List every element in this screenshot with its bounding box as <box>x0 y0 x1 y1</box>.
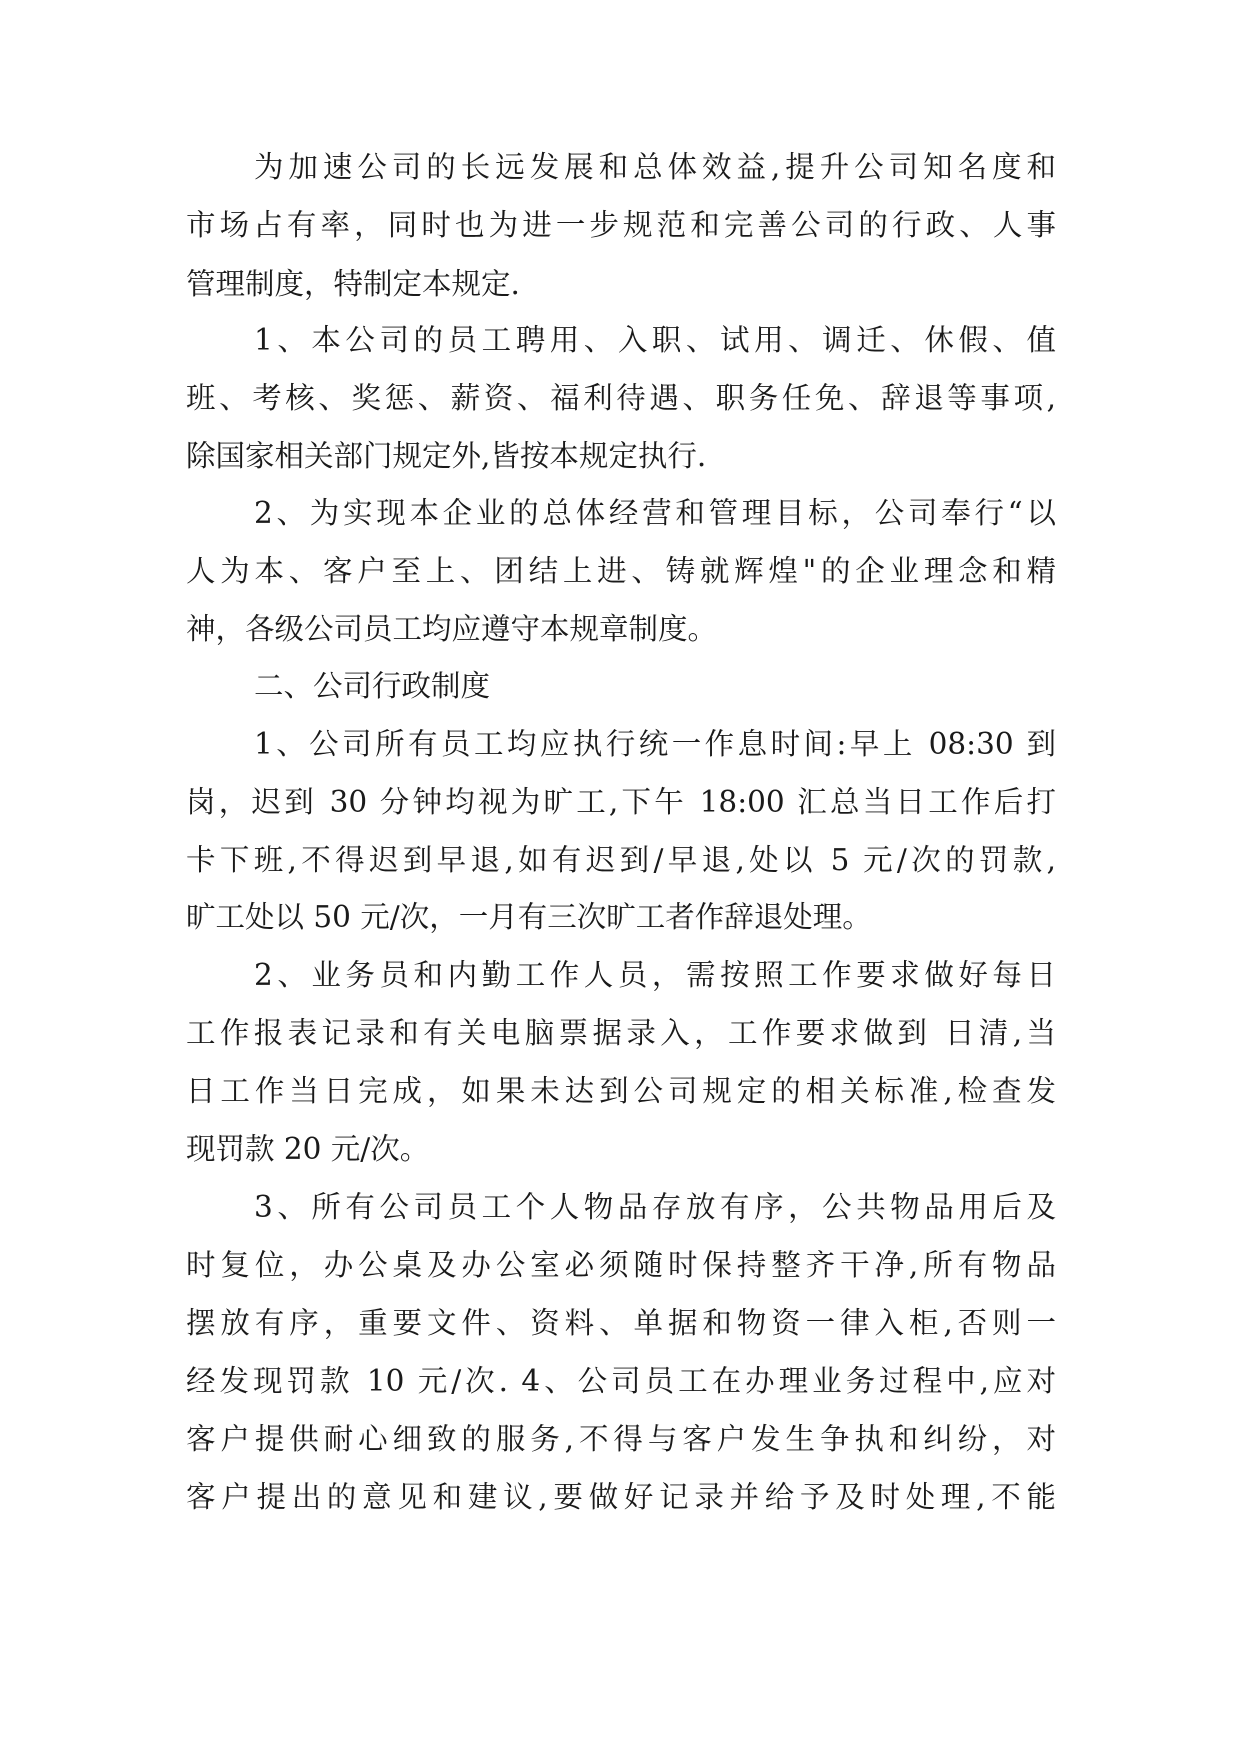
text-line: 1、公司所有员工均应执行统一作息时间:早上 08:30 到 <box>254 727 1056 761</box>
text-line: 除国家相关部门规定外,皆按本规定执行. <box>186 439 707 473</box>
text-line: 岗，迟到 30 分钟均视为旷工,下午 18:00 汇总当日工作后打 <box>186 785 1056 819</box>
text-line: 神，各级公司员工均应遵守本规章制度。 <box>186 612 718 646</box>
text-line: 客户提出的意见和建议,要做好记录并给予及时处理,不能 <box>186 1480 1056 1514</box>
text-line: 摆放有序，重要文件、资料、单据和物资一律入柜,否则一 <box>186 1306 1056 1340</box>
text-line: 为加速公司的长远发展和总体效益,提升公司知名度和 <box>254 150 1056 184</box>
text-line: 日工作当日完成，如果未达到公司规定的相关标准,检查发 <box>186 1074 1056 1108</box>
text-line: 市场占有率，同时也为进一步规范和完善公司的行政、人事 <box>186 208 1056 242</box>
text-line: 2、业务员和内勤工作人员，需按照工作要求做好每日 <box>254 958 1056 992</box>
text-line: 经发现罚款 10 元/次. 4、公司员工在办理业务过程中,应对 <box>186 1364 1056 1398</box>
text-line: 时复位，办公桌及办公室必须随时保持整齐干净,所有物品 <box>186 1248 1056 1282</box>
text-line: 班、考核、奖惩、薪资、福利待遇、职务任免、辞退等事项, <box>186 381 1056 415</box>
text-line: 旷工处以 50 元/次，一月有三次旷工者作辞退处理。 <box>186 900 872 934</box>
text-line: 卡下班,不得迟到早退,如有迟到/早退,处以 5 元/次的罚款, <box>186 843 1056 877</box>
text-line: 现罚款 20 元/次。 <box>186 1132 430 1166</box>
text-line: 人为本、客户至上、团结上进、铸就辉煌"的企业理念和精 <box>186 554 1056 588</box>
text-line: 1、本公司的员工聘用、入职、试用、调迁、休假、值 <box>254 323 1056 357</box>
text-line: 工作报表记录和有关电脑票据录入，工作要求做到 日清,当 <box>186 1016 1056 1050</box>
text-line: 3、所有公司员工个人物品存放有序，公共物品用后及 <box>254 1190 1056 1224</box>
text-line: 管理制度，特制定本规定. <box>186 267 520 301</box>
text-line: 2、为实现本企业的总体经营和管理目标，公司奉行“以 <box>254 496 1056 530</box>
section-heading: 二、公司行政制度 <box>254 669 491 703</box>
text-line: 客户提供耐心细致的服务,不得与客户发生争执和纠纷，对 <box>186 1422 1056 1456</box>
